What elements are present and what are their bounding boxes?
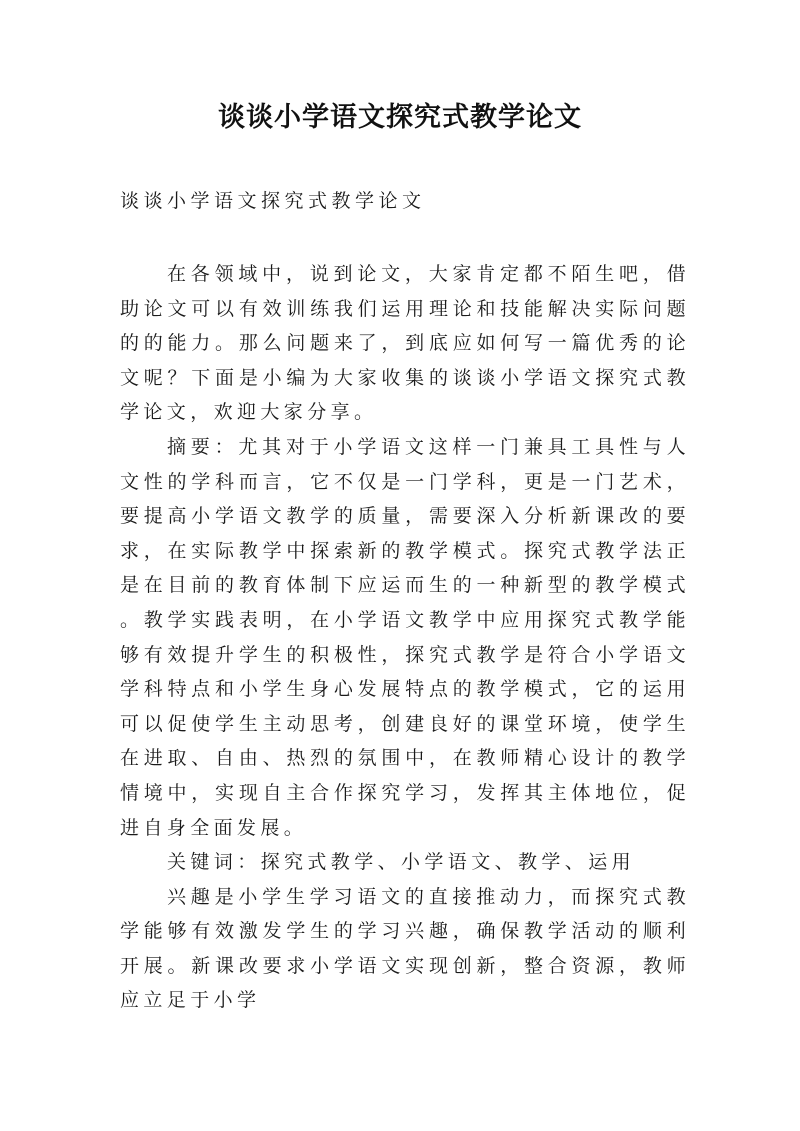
intro-paragraph: 在各领域中，说到论文，大家肯定都不陌生吧，借助论文可以有效训练我们运用理论和技能解决实际问题的的能力。那么问题来了，到底应如何写一篇优秀的论文呢？下面是小编为大家收集的谈谈小学语文探究式教学论文，欢迎大家分享。 [120,263,690,424]
abstract-paragraph: 摘要：尤其对于小学语文这样一门兼具工具性与人文性的学科而言，它不仅是一门学科，更是一门艺术，要提高小学语文教学的质量，需要深入分析新课改的要求，在实际教学中探索新的教学模式。探究式教学法正是在目前的教育体制下应运而生的一种新型的教学模式。教学实践表明，在小学语文教学中应用探究式教学能够有效提升学生的积极性，探究式教学是符合小学语文学科特点和小学生身心发展特点的教学模式，它的运用可以促使学生主动思考，创建良好的课堂环境，使学生在进取、自由、热烈的氛围中，在教师精心设计的教学情境中，实现自主合作探究学习，发挥其主体地位，促进自身全面发展。 [120,435,690,839]
keywords-paragraph: 关键词：探究式教学、小学语文、教学、运用 [167,851,636,874]
body-paragraph: 兴趣是小学生学习语文的直接推动力，而探究式教学能够有效激发学生的学习兴趣，确保教学活动的顺利开展。新课改要求小学语文实现创新，整合资源，教师应立足于小学 [120,885,690,1012]
document-body [120,257,690,1018]
document-title: 谈谈小学语文探究式教学论文 [218,102,582,133]
document-subtitle: 谈谈小学语文探究式教学论文 [120,190,426,212]
